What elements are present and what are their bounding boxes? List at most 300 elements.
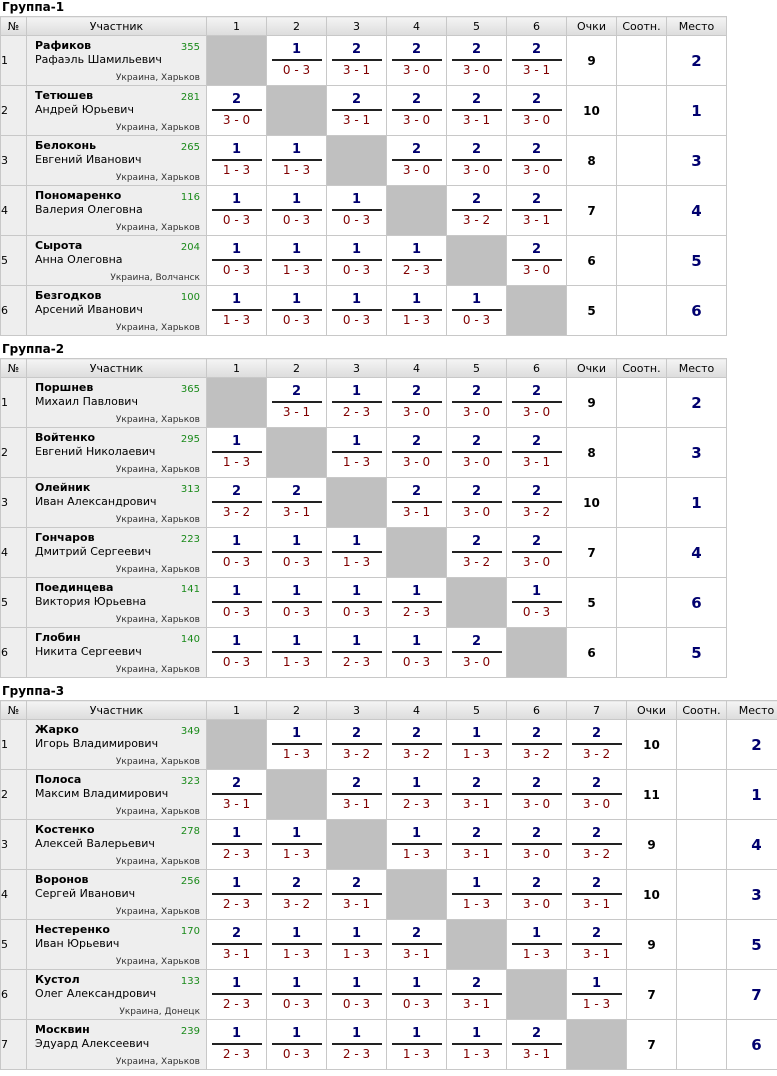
match-score: 3 - 0 [507, 555, 566, 569]
match-score: 0 - 3 [327, 213, 386, 227]
match-points: 1 [207, 434, 266, 450]
result-divider [452, 159, 502, 161]
final-place: 2 [727, 720, 777, 770]
result-divider [512, 451, 562, 453]
match-result-cell [567, 870, 627, 920]
group-table [0, 16, 727, 336]
participant-rating: 313 [181, 484, 200, 495]
result-divider [512, 551, 562, 553]
participant-name: Воронов [35, 873, 89, 886]
participant-name: Белоконь [35, 139, 96, 152]
match-result-cell [207, 820, 267, 870]
participant-rating: 278 [181, 826, 200, 837]
header-opponent-5: 5 [447, 17, 507, 36]
participant-fullname: Евгений Николаевич [35, 445, 155, 458]
result-divider [452, 401, 502, 403]
result-divider [392, 843, 442, 845]
total-points: 10 [567, 478, 617, 528]
match-points: 1 [267, 242, 326, 258]
match-score: 0 - 3 [507, 605, 566, 619]
match-result-cell [507, 578, 567, 628]
final-place: 3 [667, 428, 727, 478]
result-divider [212, 551, 262, 553]
group-table [0, 700, 777, 1070]
total-points: 10 [627, 720, 677, 770]
header-points: Очки [567, 17, 617, 36]
match-score: 3 - 2 [447, 555, 506, 569]
match-score: 1 - 3 [447, 1047, 506, 1061]
participant-name: Полоса [35, 773, 81, 786]
final-place: 6 [667, 578, 727, 628]
match-score: 1 - 3 [267, 263, 326, 277]
participant-rating: 204 [181, 242, 200, 253]
header-number: № [1, 17, 27, 36]
match-score: 3 - 1 [447, 847, 506, 861]
match-result-cell [387, 720, 447, 770]
participant-rating: 349 [181, 726, 200, 737]
match-result-cell [327, 870, 387, 920]
result-divider [452, 451, 502, 453]
match-score: 3 - 0 [447, 455, 506, 469]
participant-cell [27, 1020, 207, 1070]
header-opponent-2: 2 [267, 17, 327, 36]
participant-cell [27, 720, 207, 770]
header-place: Место [667, 359, 727, 378]
header-participant: Участник [27, 17, 207, 36]
result-divider [392, 993, 442, 995]
match-points: 2 [507, 484, 566, 500]
total-points: 9 [567, 378, 617, 428]
result-divider [392, 651, 442, 653]
match-points: 1 [387, 584, 446, 600]
ratio-cell [677, 720, 727, 770]
participant-fullname: Иван Александрович [35, 495, 157, 508]
result-divider [332, 893, 382, 895]
match-result-cell [267, 870, 327, 920]
match-result-cell [387, 578, 447, 628]
match-points: 2 [327, 92, 386, 108]
total-points: 5 [567, 286, 617, 336]
ratio-cell [677, 870, 727, 920]
result-divider [272, 993, 322, 995]
header-participant: Участник [27, 359, 207, 378]
match-result-cell [387, 770, 447, 820]
row-number: 3 [1, 478, 27, 528]
final-place: 2 [667, 378, 727, 428]
match-result-cell [207, 920, 267, 970]
match-points: 2 [507, 534, 566, 550]
result-divider [272, 943, 322, 945]
participant-fullname: Виктория Юрьевна [35, 595, 146, 608]
match-result-cell [207, 136, 267, 186]
match-result-cell [507, 186, 567, 236]
participant-city: Украина, Харьков [116, 465, 200, 475]
match-points: 2 [387, 384, 446, 400]
match-points: 1 [387, 976, 446, 992]
match-points: 1 [327, 634, 386, 650]
participant-rating: 133 [181, 976, 200, 987]
match-score: 1 - 3 [447, 897, 506, 911]
match-result-cell [267, 478, 327, 528]
result-divider [512, 501, 562, 503]
match-score: 3 - 1 [507, 455, 566, 469]
table-row [1, 136, 727, 186]
match-result-cell [447, 378, 507, 428]
result-divider [212, 993, 262, 995]
participant-name: Москвин [35, 1023, 90, 1036]
match-points: 1 [207, 976, 266, 992]
match-points: 2 [447, 42, 506, 58]
result-divider [332, 309, 382, 311]
match-score: 3 - 0 [387, 113, 446, 127]
match-result-cell [447, 770, 507, 820]
ratio-cell [617, 236, 667, 286]
participant-cell [27, 286, 207, 336]
match-score: 0 - 3 [267, 313, 326, 327]
ratio-cell [677, 820, 727, 870]
result-divider [212, 159, 262, 161]
self-match-cell [507, 970, 567, 1020]
ratio-cell [617, 186, 667, 236]
self-match-cell [207, 378, 267, 428]
match-points: 1 [327, 384, 386, 400]
header-place: Место [667, 17, 727, 36]
participant-rating: 256 [181, 876, 200, 887]
self-match-cell [207, 720, 267, 770]
match-result-cell [327, 186, 387, 236]
group-title: Группа-1 [0, 0, 777, 16]
result-divider [332, 651, 382, 653]
match-score: 3 - 1 [507, 213, 566, 227]
participant-fullname: Арсений Иванович [35, 303, 143, 316]
match-result-cell [387, 136, 447, 186]
result-divider [392, 743, 442, 745]
match-result-cell [507, 720, 567, 770]
match-points: 2 [507, 92, 566, 108]
match-result-cell [507, 478, 567, 528]
match-points: 2 [267, 876, 326, 892]
result-divider [392, 451, 442, 453]
match-result-cell [267, 286, 327, 336]
match-points: 1 [207, 142, 266, 158]
self-match-cell [447, 578, 507, 628]
match-points: 1 [207, 292, 266, 308]
match-points: 2 [447, 434, 506, 450]
result-divider [332, 109, 382, 111]
match-score: 3 - 0 [507, 847, 566, 861]
ratio-cell [677, 970, 727, 1020]
table-row [1, 920, 777, 970]
header-opponent-6: 6 [507, 701, 567, 720]
match-result-cell [267, 820, 327, 870]
result-divider [512, 893, 562, 895]
match-score: 3 - 2 [567, 847, 626, 861]
match-points: 2 [267, 484, 326, 500]
match-points: 1 [267, 1026, 326, 1042]
match-score: 0 - 3 [207, 655, 266, 669]
match-result-cell [207, 970, 267, 1020]
final-place: 5 [727, 920, 777, 970]
participant-fullname: Михаил Павлович [35, 395, 138, 408]
result-divider [392, 793, 442, 795]
match-points: 1 [327, 976, 386, 992]
match-result-cell [447, 970, 507, 1020]
match-result-cell [567, 970, 627, 1020]
match-points: 1 [267, 976, 326, 992]
participant-city: Украина, Харьков [116, 565, 200, 575]
match-score: 0 - 3 [327, 997, 386, 1011]
row-number: 3 [1, 136, 27, 186]
participant-cell [27, 236, 207, 286]
result-divider [212, 893, 262, 895]
match-result-cell [267, 720, 327, 770]
match-score: 1 - 3 [267, 163, 326, 177]
match-result-cell [267, 970, 327, 1020]
match-points: 1 [327, 292, 386, 308]
result-divider [272, 501, 322, 503]
result-divider [332, 259, 382, 261]
match-points: 1 [267, 192, 326, 208]
header-place: Место [727, 701, 777, 720]
match-points: 2 [507, 1026, 566, 1042]
ratio-cell [617, 136, 667, 186]
match-points: 2 [447, 192, 506, 208]
header-ratio: Соотн. [617, 17, 667, 36]
header-ratio: Соотн. [677, 701, 727, 720]
participant-city: Украина, Харьков [116, 807, 200, 817]
result-divider [512, 943, 562, 945]
match-result-cell [447, 136, 507, 186]
match-points: 2 [447, 142, 506, 158]
match-result-cell [387, 970, 447, 1020]
result-divider [572, 743, 622, 745]
final-place: 5 [667, 628, 727, 678]
final-place: 1 [667, 478, 727, 528]
match-result-cell [507, 528, 567, 578]
match-score: 3 - 1 [507, 1047, 566, 1061]
row-number: 1 [1, 720, 27, 770]
participant-rating: 170 [181, 926, 200, 937]
result-divider [572, 843, 622, 845]
header-opponent-5: 5 [447, 701, 507, 720]
result-divider [512, 401, 562, 403]
final-place: 1 [667, 86, 727, 136]
participant-fullname: Рафаэль Шамильевич [35, 53, 162, 66]
match-result-cell [267, 578, 327, 628]
participant-name: Поединцева [35, 581, 113, 594]
match-result-cell [387, 236, 447, 286]
row-number: 6 [1, 628, 27, 678]
match-points: 2 [207, 484, 266, 500]
result-divider [512, 601, 562, 603]
participant-cell [27, 478, 207, 528]
result-divider [332, 993, 382, 995]
match-score: 3 - 1 [267, 505, 326, 519]
participant-city: Украина, Харьков [116, 857, 200, 867]
participant-cell [27, 86, 207, 136]
result-divider [572, 893, 622, 895]
match-score: 3 - 1 [267, 405, 326, 419]
match-points: 1 [267, 926, 326, 942]
match-score: 3 - 1 [447, 113, 506, 127]
match-result-cell [207, 286, 267, 336]
match-score: 1 - 3 [387, 847, 446, 861]
match-result-cell [387, 1020, 447, 1070]
participant-fullname: Дмитрий Сергеевич [35, 545, 151, 558]
result-divider [272, 209, 322, 211]
match-result-cell [507, 870, 567, 920]
match-points: 1 [267, 634, 326, 650]
match-score: 0 - 3 [327, 263, 386, 277]
match-result-cell [207, 528, 267, 578]
match-score: 3 - 1 [447, 997, 506, 1011]
participant-name: Безгодков [35, 289, 101, 302]
match-points: 2 [567, 876, 626, 892]
match-score: 0 - 3 [267, 63, 326, 77]
participant-cell [27, 970, 207, 1020]
ratio-cell [677, 920, 727, 970]
result-divider [272, 259, 322, 261]
row-number: 5 [1, 236, 27, 286]
result-divider [332, 793, 382, 795]
match-result-cell [507, 36, 567, 86]
match-score: 3 - 2 [387, 747, 446, 761]
match-points: 1 [327, 192, 386, 208]
match-points: 2 [387, 142, 446, 158]
match-result-cell [327, 428, 387, 478]
match-result-cell [327, 1020, 387, 1070]
match-score: 3 - 1 [207, 797, 266, 811]
match-score: 3 - 2 [507, 505, 566, 519]
result-divider [272, 743, 322, 745]
result-divider [332, 451, 382, 453]
header-opponent-1: 1 [207, 701, 267, 720]
match-points: 2 [507, 242, 566, 258]
self-match-cell [567, 1020, 627, 1070]
result-divider [332, 943, 382, 945]
header-opponent-7: 7 [567, 701, 627, 720]
participant-name: Нестеренко [35, 923, 110, 936]
match-points: 2 [507, 826, 566, 842]
match-points: 1 [327, 434, 386, 450]
match-result-cell [507, 820, 567, 870]
participant-name: Олейник [35, 481, 90, 494]
match-points: 1 [267, 292, 326, 308]
match-score: 0 - 3 [207, 263, 266, 277]
match-result-cell [507, 236, 567, 286]
match-points: 2 [207, 92, 266, 108]
ratio-cell [617, 36, 667, 86]
match-result-cell [207, 236, 267, 286]
header-opponent-6: 6 [507, 17, 567, 36]
header-number: № [1, 359, 27, 378]
result-divider [332, 1043, 382, 1045]
match-points: 2 [327, 42, 386, 58]
header-number: № [1, 701, 27, 720]
match-score: 2 - 3 [207, 1047, 266, 1061]
table-row [1, 236, 727, 286]
participant-rating: 281 [181, 92, 200, 103]
participant-fullname: Алексей Валерьевич [35, 837, 155, 850]
participant-name: Поршнев [35, 381, 93, 394]
header-opponent-2: 2 [267, 359, 327, 378]
match-result-cell [447, 428, 507, 478]
match-score: 3 - 0 [567, 797, 626, 811]
table-row [1, 86, 727, 136]
participant-city: Украина, Харьков [116, 223, 200, 233]
match-result-cell [267, 528, 327, 578]
result-divider [212, 501, 262, 503]
match-result-cell [327, 770, 387, 820]
match-result-cell [207, 770, 267, 820]
match-result-cell [447, 478, 507, 528]
participant-city: Украина, Харьков [116, 665, 200, 675]
header-points: Очки [567, 359, 617, 378]
result-divider [452, 893, 502, 895]
ratio-cell [677, 770, 727, 820]
result-divider [392, 501, 442, 503]
row-number: 1 [1, 36, 27, 86]
match-score: 3 - 1 [327, 897, 386, 911]
match-result-cell [327, 36, 387, 86]
match-points: 1 [507, 926, 566, 942]
match-result-cell [207, 628, 267, 678]
match-points: 1 [387, 776, 446, 792]
match-result-cell [207, 870, 267, 920]
match-points: 1 [447, 876, 506, 892]
match-score: 3 - 1 [387, 947, 446, 961]
result-divider [212, 843, 262, 845]
participant-rating: 265 [181, 142, 200, 153]
participant-rating: 365 [181, 384, 200, 395]
match-points: 2 [267, 384, 326, 400]
total-points: 7 [627, 970, 677, 1020]
participant-rating: 355 [181, 42, 200, 53]
match-points: 2 [567, 926, 626, 942]
result-divider [452, 793, 502, 795]
result-divider [512, 1043, 562, 1045]
match-score: 0 - 3 [267, 213, 326, 227]
match-points: 2 [507, 876, 566, 892]
ratio-cell [617, 478, 667, 528]
ratio-cell [617, 628, 667, 678]
match-score: 1 - 3 [327, 947, 386, 961]
match-result-cell [387, 920, 447, 970]
match-score: 1 - 3 [387, 1047, 446, 1061]
participant-city: Украина, Волчанск [110, 273, 200, 283]
match-result-cell [207, 578, 267, 628]
match-result-cell [327, 970, 387, 1020]
self-match-cell [507, 286, 567, 336]
match-points: 1 [327, 1026, 386, 1042]
match-score: 3 - 1 [327, 797, 386, 811]
match-result-cell [567, 920, 627, 970]
match-result-cell [267, 136, 327, 186]
result-divider [392, 1043, 442, 1045]
match-score: 3 - 1 [567, 947, 626, 961]
result-divider [512, 209, 562, 211]
table-row [1, 820, 777, 870]
result-divider [392, 401, 442, 403]
row-number: 3 [1, 820, 27, 870]
match-score: 3 - 2 [447, 213, 506, 227]
match-points: 1 [267, 534, 326, 550]
header-opponent-4: 4 [387, 359, 447, 378]
match-score: 3 - 1 [387, 505, 446, 519]
table-row [1, 1020, 777, 1070]
match-score: 1 - 3 [387, 313, 446, 327]
match-points: 1 [447, 292, 506, 308]
